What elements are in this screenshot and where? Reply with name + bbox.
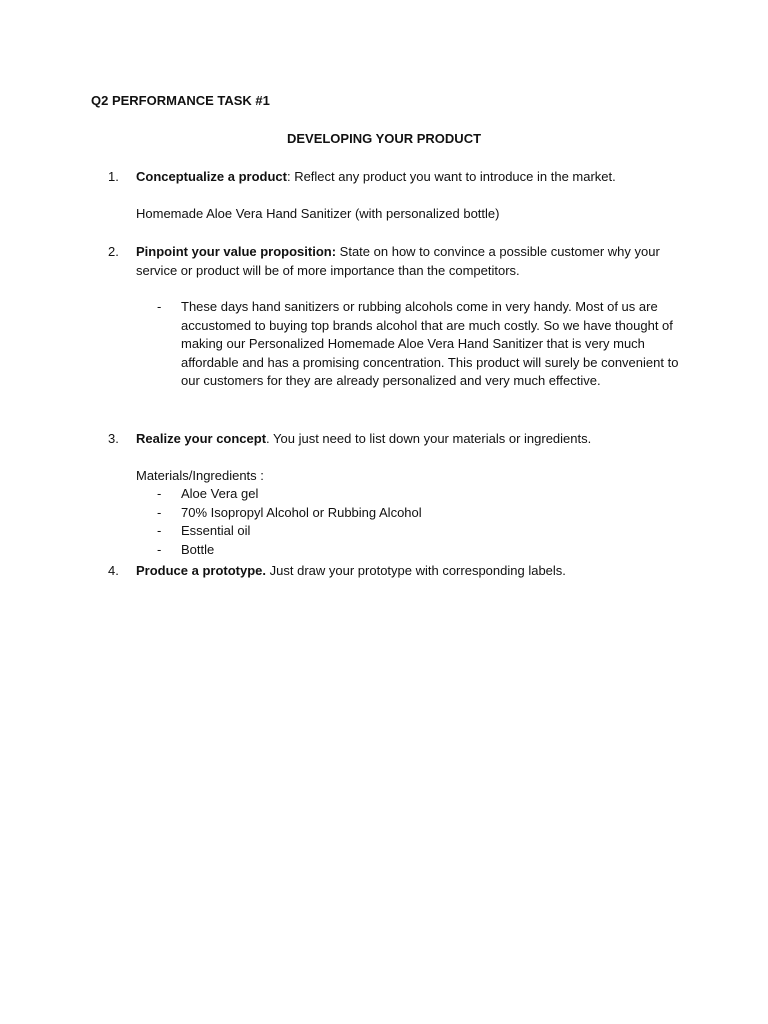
dash-bullet: - <box>157 486 162 501</box>
dash-bullet: - <box>157 504 162 520</box>
item-number: 4. <box>108 563 119 578</box>
list-item-3 <box>108 429 688 448</box>
item-instruction: . You just need to list down your materials or ingredients. <box>266 431 592 446</box>
list-item <box>157 541 687 560</box>
item-body <box>136 429 688 448</box>
materials-label: Materials/Ingredients : <box>136 468 264 483</box>
item-instruction: : Reflect any product you want to introduce in the market. <box>286 169 616 184</box>
material-name: Bottle <box>181 541 215 557</box>
list-item <box>157 522 687 541</box>
item-heading: Produce a prototype. <box>136 563 267 578</box>
item-body <box>136 561 688 580</box>
answer-text: These days hand sanitizers or rubbing alcohols come in very handy. Most of us are accustomed to buying top brands alcohol that are much costly. So we have thought of making our Personalized Homemade Aloe Vera Hand Sanitizer that is very much affordable and has a promising concentration. This product will surely be convenient to our customers for they are already personalized and very much effective. <box>181 299 679 389</box>
item-instruction: State on how to convince a possible customer why your service or product will be of more importance than the competitors. <box>136 244 660 278</box>
dash-bullet: - <box>157 299 162 314</box>
item-heading: Conceptualize a product <box>136 169 287 184</box>
item-1-answer: Homemade Aloe Vera Hand Sanitizer (with personalized bottle) <box>136 206 500 221</box>
material-name: Aloe Vera gel <box>181 486 259 501</box>
list-item-2 <box>108 242 668 280</box>
list-item-1 <box>108 167 688 186</box>
material-name: 70% Isopropyl Alcohol or Rubbing Alcohol <box>181 504 422 520</box>
item-instruction: Just draw your prototype with corresponding labels. <box>266 563 566 578</box>
list-item <box>157 504 687 523</box>
item-number: 3. <box>108 431 119 446</box>
item-body <box>136 167 688 186</box>
item-number: 2. <box>108 244 119 259</box>
item-body <box>136 242 668 280</box>
dash-bullet: - <box>157 541 162 557</box>
dash-bullet: - <box>157 523 162 539</box>
item-heading: Pinpoint your value proposition: <box>136 244 337 259</box>
list-item-4 <box>108 561 688 580</box>
item-number: 1. <box>108 169 119 184</box>
list-item <box>157 485 687 504</box>
materials-list <box>157 485 687 559</box>
list-item <box>157 298 682 391</box>
item-heading: Realize your concept <box>136 431 267 446</box>
material-name: Essential oil <box>181 523 251 539</box>
task-title: Q2 PERFORMANCE TASK #1 <box>91 93 270 108</box>
document-title: DEVELOPING YOUR PRODUCT <box>286 131 482 146</box>
item-2-answer <box>157 298 682 391</box>
